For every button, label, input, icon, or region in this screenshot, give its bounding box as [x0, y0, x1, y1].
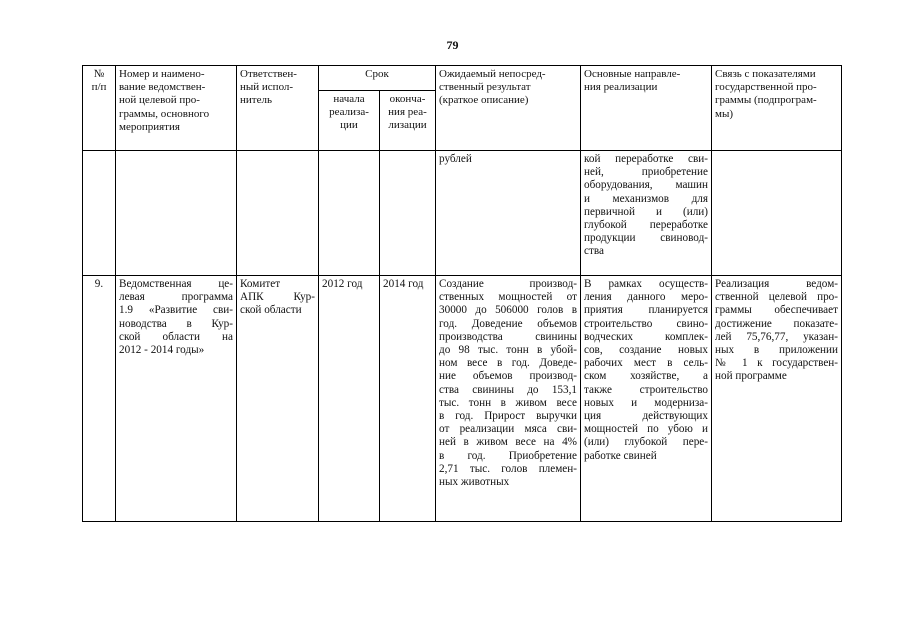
text-line: ных животных	[439, 476, 510, 489]
text-line: ской области	[240, 304, 302, 317]
text-line: Ведомственная це-	[119, 278, 233, 290]
text-line: рублей	[439, 153, 472, 165]
text-line: Создание производ-	[439, 278, 577, 290]
text-line: вание ведомствен-	[119, 81, 206, 94]
text-line: (или) глубокой пере-	[584, 436, 708, 449]
page-number: 79	[446, 38, 459, 52]
text-line: и механизмов для	[584, 192, 708, 205]
table-row	[83, 151, 842, 276]
text-line: новодства в Кур-	[119, 317, 233, 330]
text-line: В рамках осуществ-	[584, 278, 708, 290]
text-line: новых и модерниза-	[584, 396, 708, 409]
text-line: ных в приложении	[715, 344, 838, 357]
text-line: ней в живом весе на 4%	[439, 436, 577, 449]
text-line: лизации	[388, 119, 427, 132]
text-line: ства свинины до 153,1	[439, 383, 577, 396]
cell-num	[83, 151, 116, 276]
text-line: рабочих мест в сель-	[584, 357, 708, 370]
text-line: производства свинины	[439, 330, 577, 343]
text-line: оборудования, машин	[584, 179, 708, 192]
cell-directions	[581, 276, 712, 522]
table-row	[83, 276, 842, 522]
text-line: сов, создание новых	[584, 344, 708, 357]
text-line: АПК Кур-	[240, 291, 315, 304]
header-link-indicators	[712, 66, 842, 151]
text-line: ции	[340, 119, 358, 132]
text-line: граммы обеспечивает	[715, 304, 838, 317]
header-term-start	[319, 91, 380, 151]
text-line: ском хозяйстве, а	[584, 370, 708, 383]
cell-term-end: 2014 год	[380, 276, 436, 522]
text-line: от реализации мяса сви-	[439, 423, 577, 436]
text-line: № 1 к государствен-	[715, 357, 838, 370]
text-line: мощностей по убою и	[584, 423, 708, 436]
text-line: ственный результат	[439, 81, 531, 94]
text-line: Основные направле-	[584, 68, 681, 80]
header-expected-result	[436, 66, 581, 151]
text-line: ной программе	[715, 370, 787, 383]
text-line: реализа-	[329, 106, 369, 119]
cell-program-name	[116, 151, 237, 276]
text-line: ция действующих	[584, 410, 708, 423]
text-line: граммы, основного	[119, 107, 210, 120]
text-line: начала	[333, 93, 365, 105]
text-line: ства	[584, 245, 604, 258]
text-line: левая программа	[119, 291, 233, 304]
header-directions	[581, 66, 712, 151]
text-line: ления данного меро-	[584, 291, 708, 304]
text-line: Ожидаемый непосред-	[439, 68, 546, 80]
text-line: п/п	[91, 81, 107, 94]
text-line: ние объемов производ-	[439, 370, 577, 383]
text-line: ственных мощностей от	[439, 291, 577, 304]
text-line: ния реализации	[584, 81, 658, 94]
cell-program-name	[116, 276, 237, 522]
text-line: граммы (подпрограм-	[715, 94, 817, 107]
text-line: ней, приобретение	[584, 166, 708, 179]
cell-term-start: 2012 год	[319, 276, 380, 522]
text-line: 2,71 тыс. голов племен-	[439, 462, 577, 475]
text-line: Номер и наимено-	[119, 68, 205, 80]
text-line: строительство свино-	[584, 317, 708, 330]
text-line: до 98 тыс. тонн в убой-	[439, 344, 577, 357]
text-line: приятия планируется	[584, 304, 708, 317]
text-line: ном весе в год. Доведе-	[439, 357, 577, 370]
cell-executor	[237, 151, 319, 276]
text-line: также строительство	[584, 383, 708, 396]
cell-executor	[237, 276, 319, 522]
text-line: №	[93, 68, 105, 80]
cell-link-indicators	[712, 276, 842, 522]
text-line: первичной и (или)	[584, 205, 708, 218]
text-line: ный испол-	[240, 81, 294, 94]
cell-term-end	[380, 151, 436, 276]
text-line: ной целевой про-	[119, 94, 200, 107]
text-line: достижение показате-	[715, 317, 838, 330]
header-term-end	[380, 91, 436, 151]
cell-term-start	[319, 151, 380, 276]
text-line: оконча-	[389, 93, 426, 105]
text-line: ственной целевой про-	[715, 291, 838, 304]
header-num	[83, 66, 116, 151]
cell-expected-result	[436, 151, 581, 276]
text-line: год. Доведение объемов	[439, 317, 577, 330]
text-line: кой переработке сви-	[584, 153, 708, 165]
text-line: Реализация ведом-	[715, 278, 838, 290]
program-table	[82, 65, 842, 522]
text-line: государственной про-	[715, 81, 817, 94]
cell-directions	[581, 151, 712, 276]
text-line: тыс. тонн в живом весе	[439, 396, 577, 409]
header-program-name	[116, 66, 237, 151]
text-line: мы)	[715, 107, 734, 120]
text-line: Комитет	[240, 278, 281, 290]
text-line: в год. Приобретение	[439, 449, 577, 462]
cell-num: 9.	[83, 276, 116, 522]
text-line: 30000 до 506000 голов в	[439, 304, 577, 317]
text-line: водческих комплек-	[584, 330, 708, 343]
text-line: ния реа-	[388, 106, 427, 119]
text-line: 1.9 «Развитие сви-	[119, 304, 233, 317]
text-line: лей 75,76,77, указан-	[715, 330, 838, 343]
text-line: продукции свиновод-	[584, 232, 708, 245]
text-line: глубокой переработке	[584, 219, 708, 232]
cell-link-indicators	[712, 151, 842, 276]
header-term: Срок	[319, 66, 436, 91]
text-line: Ответствен-	[240, 68, 297, 80]
text-line: работке свиней	[584, 449, 657, 462]
text-line: ской области на	[119, 330, 233, 343]
header-row	[83, 66, 842, 91]
header-executor	[237, 66, 319, 151]
text-line: Связь с показателями	[715, 68, 816, 80]
text-line: нитель	[240, 94, 272, 107]
cell-expected-result	[436, 276, 581, 522]
text-line: (краткое описание)	[439, 94, 529, 107]
text-line: 2012 - 2014 годы»	[119, 344, 205, 357]
text-line: мероприятия	[119, 120, 180, 133]
text-line: в год. Прирост выручки	[439, 410, 577, 423]
